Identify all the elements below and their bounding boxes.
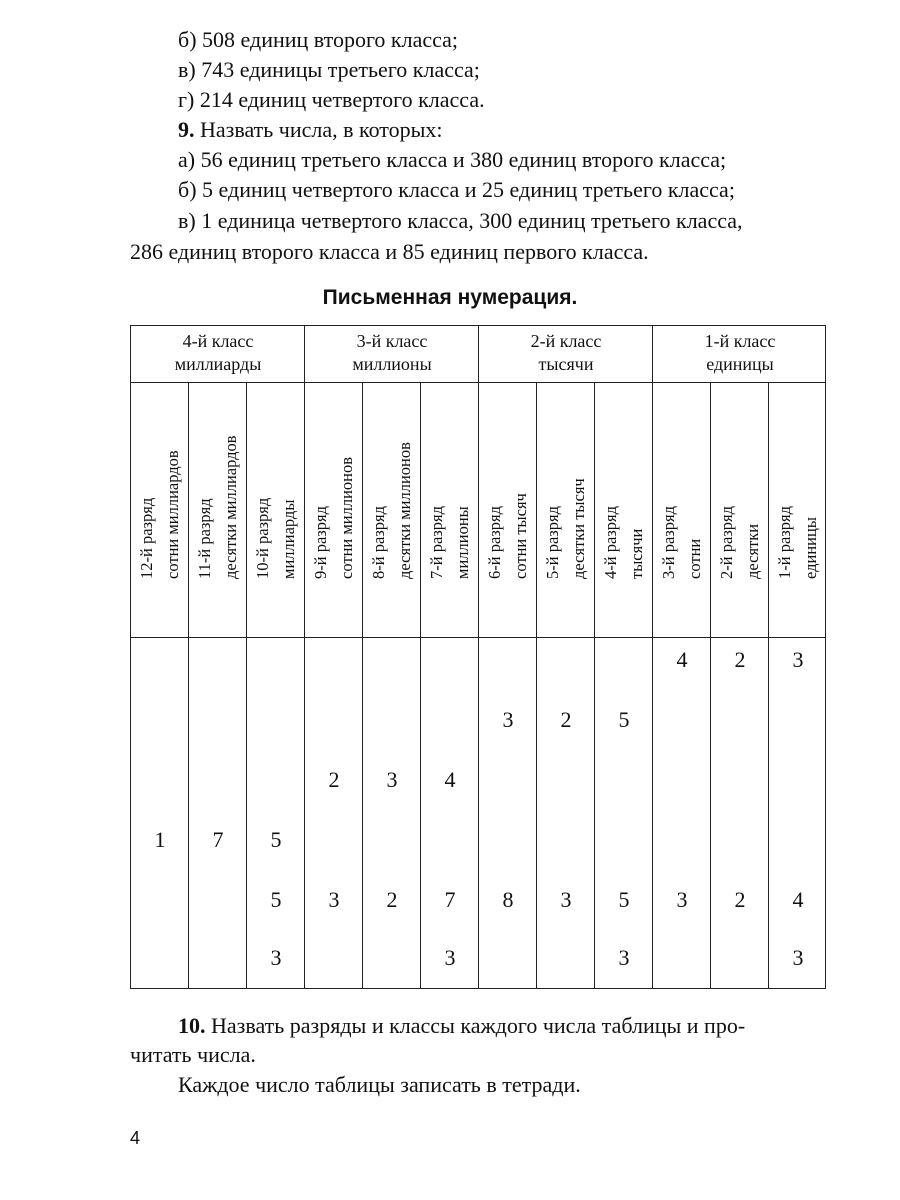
- digit-cell: 1: [154, 827, 166, 852]
- digit-cell: 8: [502, 887, 514, 912]
- rank-header-8: [363, 382, 421, 637]
- intro-line-v: в) 743 единицы третьего класса;: [178, 57, 480, 82]
- digit-cell: 4: [792, 887, 804, 912]
- digit-cell: 2: [328, 767, 340, 792]
- rank-label-number: 12-й разряд: [137, 497, 156, 579]
- rank-header-12: [131, 382, 189, 637]
- class-header-2: 2-й класс тысячи: [530, 331, 602, 374]
- intro-line-b: б) 508 единиц второго класса;: [178, 27, 459, 52]
- section-title: Письменная нумерация.: [322, 286, 578, 309]
- digit-cell: 3: [386, 767, 398, 792]
- column-divider: [188, 382, 189, 988]
- task9-item-v: в) 1 единица четвертого класса, 300 единиц третьего класса,: [178, 208, 743, 233]
- rank-label-number: 4-й разряд: [601, 505, 620, 579]
- digit-cell: 2: [560, 707, 572, 732]
- rank-label-number: 10-й разряд: [253, 497, 272, 579]
- rank-header-10: [247, 382, 305, 637]
- rank-label-name: единицы: [801, 517, 820, 579]
- rank-header-2: [711, 382, 769, 637]
- task9-text: Назвать числа, в которых:: [194, 117, 443, 142]
- rank-header-11: [189, 382, 247, 637]
- rank-header-9: [305, 382, 363, 637]
- page-number: 4: [130, 1128, 141, 1148]
- rank-label-number: 8-й разряд: [369, 505, 388, 579]
- digit-cell: 5: [618, 887, 630, 912]
- rank-label-number: 3-й разряд: [659, 505, 678, 579]
- rank-label-name: сотни миллиардов: [163, 450, 182, 579]
- rank-header-3: [653, 382, 711, 637]
- rank-label-number: 9-й разряд: [311, 505, 330, 579]
- rank-header-6: [479, 382, 537, 637]
- rank-label-name: сотни: [685, 538, 704, 579]
- digit-cell: 7: [212, 827, 224, 852]
- rank-label-number: 11-й разряд: [195, 498, 214, 579]
- rank-label-number: 6-й разряд: [485, 505, 504, 579]
- column-divider: [304, 326, 305, 988]
- digit-cell: 2: [386, 887, 398, 912]
- digit-cell: 2: [734, 887, 746, 912]
- task10-text: Назвать разряды и классы каждого числа таблицы и про-: [205, 1013, 746, 1038]
- class-header-3: 3-й класс миллионы: [352, 331, 432, 374]
- rank-header-5: [537, 382, 595, 637]
- digit-cell: 4: [444, 767, 456, 792]
- column-divider: [536, 382, 537, 988]
- class-header-4: 4-й класс миллиарды: [174, 331, 262, 374]
- digit-cell: 3: [792, 647, 804, 672]
- digit-cell: 3: [328, 887, 340, 912]
- rank-label-number: 2-й разряд: [717, 505, 736, 579]
- task9-item-b: б) 5 единиц четвертого класса и 25 единиц третьего класса;: [178, 177, 735, 202]
- column-divider: [246, 382, 247, 988]
- digit-cell: 5: [618, 707, 630, 732]
- class-header-1: 1-й класс единицы: [704, 331, 776, 374]
- column-divider: [768, 382, 769, 988]
- digit-cell: 5: [270, 887, 282, 912]
- digit-cell: 3: [676, 887, 688, 912]
- numeration-table: [130, 325, 826, 989]
- digit-cell: 3: [792, 945, 804, 970]
- rank-label-name: миллионы: [453, 506, 472, 579]
- task10-line2: читать числа.: [130, 1042, 256, 1067]
- rank-header-7: [421, 382, 479, 637]
- column-divider: [420, 382, 421, 988]
- column-divider: [362, 382, 363, 988]
- column-divider: [710, 382, 711, 988]
- digit-cell: 3: [618, 945, 630, 970]
- digit-cell: 3: [502, 707, 514, 732]
- digit-cell: 3: [444, 945, 456, 970]
- task9-heading: [178, 116, 443, 144]
- rank-label-name: десятки тысяч: [569, 478, 588, 579]
- column-divider: [652, 326, 653, 988]
- column-divider: [594, 382, 595, 988]
- table-body: [131, 637, 827, 988]
- rank-label-name: сотни тысяч: [511, 493, 530, 579]
- rank-label-name: миллиарды: [279, 499, 298, 579]
- rank-label-name: десятки миллионов: [395, 442, 414, 579]
- task9-item-v-continuation: 286 единиц второго класса и 85 единиц первого класса.: [130, 239, 649, 264]
- rank-label-name: сотни миллионов: [337, 456, 356, 579]
- rank-label-number: 7-й разряд: [427, 505, 446, 579]
- digit-cell: 5: [270, 827, 282, 852]
- rank-header-4: [595, 382, 653, 637]
- task10-line1: [178, 1012, 745, 1040]
- task9-number: 9.: [178, 117, 195, 142]
- task10-line3: Каждое число таблицы записать в тетради.: [178, 1072, 581, 1097]
- digit-cell: 4: [676, 647, 688, 672]
- digit-cell: 2: [734, 647, 746, 672]
- rank-header-1: [769, 382, 827, 637]
- digit-cell: 3: [560, 887, 572, 912]
- task9-item-a: а) 56 единиц третьего класса и 380 единиц второго класса;: [178, 147, 727, 172]
- rank-label-name: десятки: [743, 523, 762, 579]
- rank-label-number: 1-й разряд: [775, 505, 794, 579]
- rank-label-name: десятки миллиардов: [221, 435, 240, 579]
- digit-cell: 3: [270, 945, 282, 970]
- rank-label-name: тысячи: [627, 528, 646, 579]
- intro-line-g: г) 214 единиц четвертого класса.: [178, 87, 485, 112]
- rank-label-number: 5-й разряд: [543, 505, 562, 579]
- digit-cell: 7: [444, 887, 456, 912]
- column-divider: [478, 326, 479, 988]
- task10-number: 10.: [178, 1013, 206, 1038]
